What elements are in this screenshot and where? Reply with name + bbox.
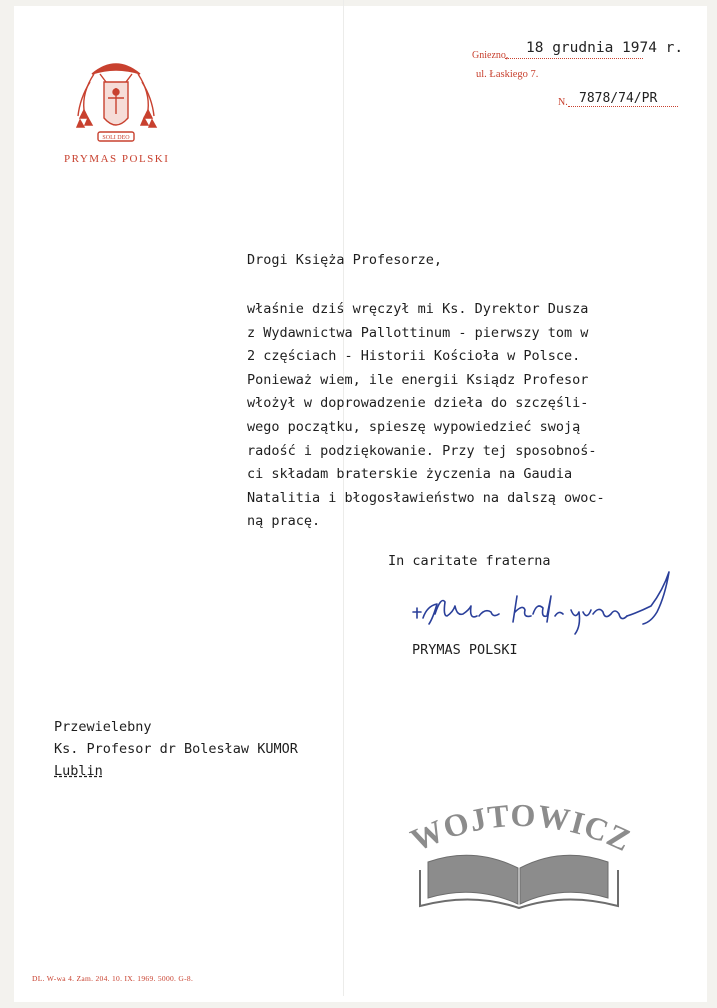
auction-house-stamp: [392, 780, 647, 910]
body-line: 2 częściach - Historii Kościoła w Polsce.: [247, 348, 581, 365]
reference-dotted-line: [568, 106, 678, 107]
recipient-salutation: Przewielebny: [54, 719, 152, 735]
signer-title: PRYMAS POLSKI: [412, 642, 518, 658]
body-line: włożył w doprowadzenie dzieła do szczęśli-: [247, 395, 589, 412]
letter-date: 18 grudnia 1974 r.: [526, 40, 684, 56]
stamp-text: WOJTOWICZ: [405, 796, 637, 859]
open-book-icon: [420, 855, 618, 908]
body-line: ci składam braterskie życzenia na Gaudia: [247, 466, 573, 483]
cardinal-coat-of-arms-icon: [70, 52, 162, 152]
crest-motto: SOLI DEO: [102, 135, 130, 141]
letterhead-address: ul. Łaskiego 7.: [476, 69, 539, 80]
handwritten-signature-icon: [407, 566, 672, 636]
recipient-block: [54, 716, 298, 782]
body-line: radość i podziękowanie. Przy tej sposobnoś-: [247, 442, 597, 459]
salutation: Drogi Księża Profesorze,: [247, 252, 443, 268]
letterhead-title: PRYMAS POLSKI: [64, 153, 170, 165]
reference-number: 7878/74/PR: [579, 91, 658, 106]
body-line: z Wydawnictwa Pallottinum - pierwszy tom w: [247, 324, 589, 341]
letter-body: [247, 298, 605, 534]
body-line: wego początku, spieszę wypowiedzieć swoją: [247, 418, 581, 435]
closing-phrase: In caritate fraterna: [388, 553, 551, 569]
body-line: ną pracę.: [247, 513, 321, 530]
body-line: Natalitia i błogosławieństwo na dalszą owoc-: [247, 489, 605, 506]
svg-text:WOJTOWICZ: [405, 797, 637, 858]
body-line: Ponieważ wiem, ile energii Ksiądz Profesor: [247, 371, 589, 388]
body-line: właśnie dziś wręczył mi Ks. Dyrektor Dusza: [247, 301, 589, 317]
date-dotted-line: [505, 58, 643, 59]
print-info-footer: DL. W-wa 4. Zam. 204. 10. IX. 1969. 5000. G-8.: [32, 974, 194, 983]
recipient-name: Ks. Profesor dr Bolesław KUMOR: [54, 741, 298, 757]
recipient-city: Lublin: [54, 763, 103, 779]
number-label: N.: [558, 97, 568, 108]
place-label: Gniezno,: [472, 50, 509, 61]
